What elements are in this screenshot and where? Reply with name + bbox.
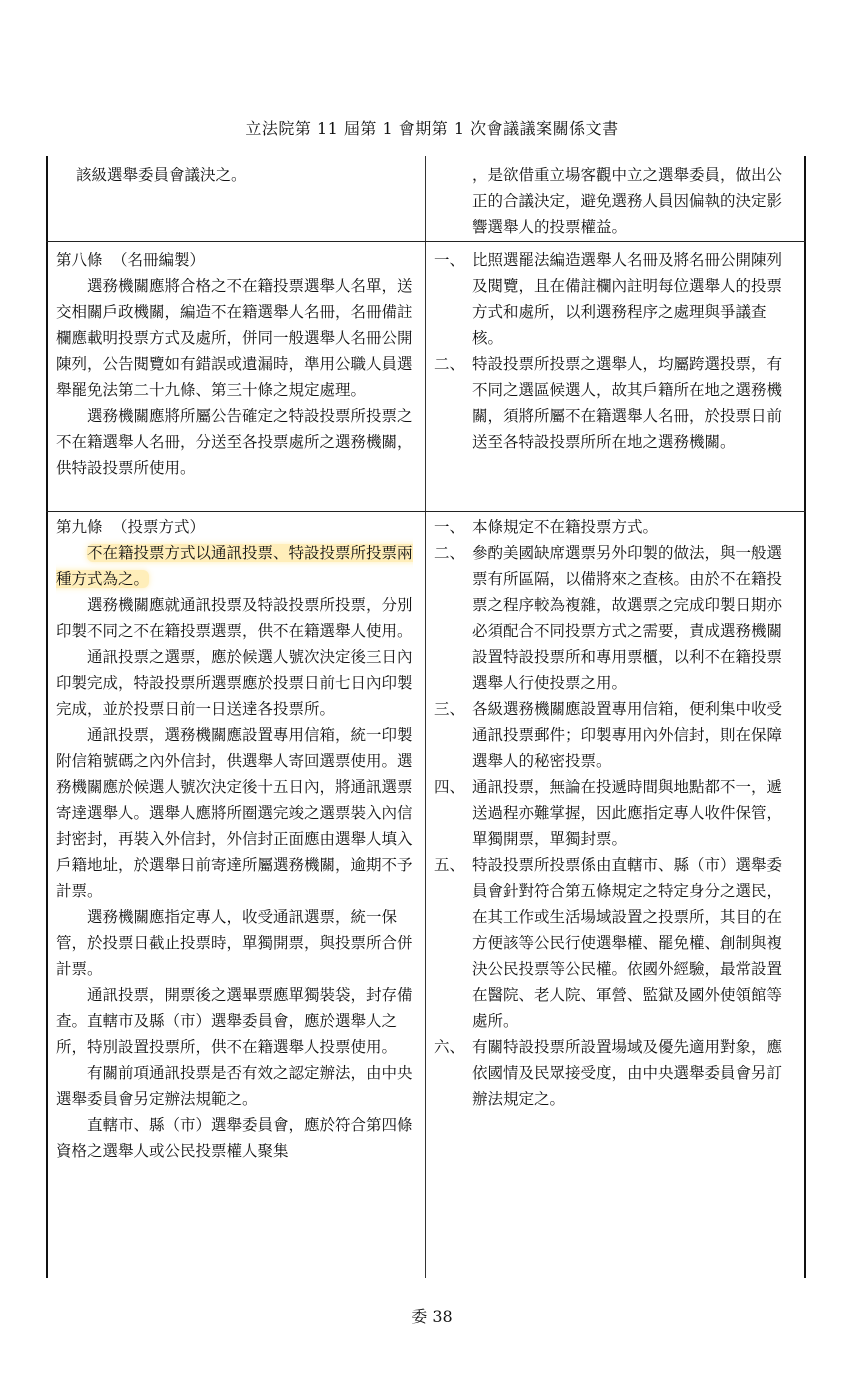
table-border-left — [46, 156, 48, 1278]
row1-right-text: ，是欲借重立場客觀中立之選舉委員，做出公正的合議決定，避免選務人員因偏執的決定影響選舉人的投票權益。 — [472, 166, 783, 236]
bill-comparison-table — [46, 156, 806, 1278]
note-mark: 二、 — [434, 355, 466, 373]
article-8-notes-cell — [434, 247, 796, 455]
article-8-paragraph-1: 選務機關應將合格之不在籍投票選舉人名單，送交相關戶政機關，編造不在籍選舉人名冊，名冊備註欄應載明投票方式及處所，併同一般選舉人名冊公開陳列，公告閱覽如有錯誤或遺漏時，準用公職人員選舉罷免法第二十九條、第三十條之規定處理。 — [56, 277, 413, 399]
article-9-paragraph-2: 選務機關應就通訊投票及特設投票所投票，分別印製不同之不在籍投票選票，供不在籍選舉人使用。 — [56, 596, 413, 640]
note-text: 有關特設投票所設置場域及優先適用對象，應依國情及民眾接受度，由中央選舉委員會另訂辦法規定之。 — [472, 1038, 783, 1108]
article-9-paragraph-highlighted — [56, 540, 418, 592]
article-9-paragraph-8: 直轄市、縣（市）選舉委員會，應於符合第四條資格之選舉人或公民投票權人聚集 — [56, 1116, 413, 1160]
row-divider-2 — [46, 511, 806, 512]
article-9-title: （投票方式） — [112, 518, 206, 536]
article-9-note-3 — [434, 696, 796, 774]
article-8-paragraph-2: 選務機關應將所屬公告確定之特設投票所投票之不在籍選舉人名冊，分送至各投票處所之選務機關，供特設投票所使用。 — [56, 407, 413, 477]
article-9-note-4 — [434, 774, 796, 852]
page-number: 委 38 — [411, 1307, 453, 1326]
note-text: 特設投票所投票係由直轄市、縣（市）選舉委員會針對符合第五條規定之特定身分之選民，在其工作或生活場域設置之投票所，其目的在方便該等公民行使選舉權、罷免權、創制與複決公民投票等公民權。依國外經驗，最常設置在醫院、老人院、軍營、監獄及國外使領館等處所。 — [472, 856, 783, 1030]
row-divider-1 — [46, 241, 806, 242]
row1-right-cell — [434, 162, 796, 240]
row1-left-cell — [56, 162, 418, 188]
article-9-paragraph-7: 有關前項通訊投票是否有效之認定辦法，由中央選舉委員會另定辦法規範之。 — [56, 1064, 413, 1108]
article-9-cell — [56, 514, 418, 1164]
note-text: 參酌美國缺席選票另外印製的做法，與一般選票有所區隔，以備將來之查核。由於不在籍投票之程序較為複雜，故選票之完成印製日期亦必須配合不同投票方式之需要，責成選務機關設置特設投票所和專用票櫃，以利不在籍投票選舉人行使投票之用。 — [472, 544, 783, 692]
article-9-note-1 — [434, 514, 796, 540]
highlighter-mark: 不在籍投票方式以通訊投票、特設投票所投票兩種方式為之。 — [56, 544, 413, 588]
article-9-paragraph-3: 通訊投票之選票，應於候選人號次決定後三日內印製完成，特設投票所選票應於投票日前七日內印製完成，並於投票日前一日送達各投票所。 — [56, 648, 413, 718]
article-8-note-1 — [434, 247, 796, 351]
article-8-note-2 — [434, 351, 796, 455]
article-9-note-5 — [434, 852, 796, 1034]
article-9-paragraph-4: 通訊投票，選務機關應設置專用信箱，統一印製附信箱號碼之內外信封，供選舉人寄回選票使用。選務機關應於候選人號次決定後十五日內，將通訊選票寄達選舉人。選舉人應將所圈選完竣之選票裝入內信封密封，再裝入外信封，外信封正面應由選舉人填入戶籍地址，於選舉日前寄達所屬選務機關，逾期不予計票。 — [56, 726, 413, 900]
note-text: 各級選務機關應設置專用信箱，便利集中收受通訊投票郵件；印製專用內外信封，則在保障選舉人的秘密投票。 — [472, 700, 783, 770]
article-9-note-6 — [434, 1034, 796, 1112]
note-text: 特設投票所投票之選舉人，均屬跨選投票，有不同之選區候選人，故其戶籍所在地之選務機關，須將所屬不在籍選舉人名冊，於投票日前送至各特設投票所所在地之選務機關。 — [472, 355, 783, 451]
article-8-title: （名冊編製） — [112, 251, 206, 269]
article-9-number: 第九條 — [56, 518, 103, 536]
table-border-right — [804, 156, 806, 1278]
article-9-note-2 — [434, 540, 796, 696]
article-9-paragraph-5: 選務機關應指定專人，收受通訊選票，統一保管，於投票日截止投票時，單獨開票，與投票所合併計票。 — [56, 908, 413, 978]
note-text: 比照選罷法編造選舉人名冊及將名冊公開陳列及閱覽，且在備註欄內註明每位選舉人的投票方式和處所，以利選務程序之處理與爭議查核。 — [472, 251, 783, 347]
row1-left-text: 該級選舉委員會議決之。 — [76, 166, 247, 184]
table-column-divider — [425, 156, 426, 1278]
article-8-cell — [56, 247, 418, 481]
article-9-heading — [56, 514, 418, 540]
note-mark: 五、 — [434, 856, 466, 874]
article-9-paragraph-6: 通訊投票，開票後之選畢票應單獨裝袋，封存備查。直轄市及縣（市）選舉委員會，應於選舉人之所，特別設置投票所，供不在籍選舉人投票使用。 — [56, 986, 413, 1056]
note-mark: 一、 — [434, 251, 466, 269]
article-8-number: 第八條 — [56, 251, 103, 269]
note-mark: 四、 — [434, 778, 466, 796]
note-mark: 三、 — [434, 700, 466, 718]
article-8-heading — [56, 247, 418, 273]
note-text: 本條規定不在籍投票方式。 — [472, 518, 659, 536]
note-mark: 六、 — [434, 1038, 466, 1056]
note-text: 通訊投票，無論在投遞時間與地點都不一，遞送過程亦難掌握，因此應指定專人收件保管，單獨開票，單獨封票。 — [472, 778, 783, 848]
note-mark: 一、 — [434, 518, 466, 536]
note-mark: 二、 — [434, 544, 466, 562]
page-header: 立法院第 11 屆第 1 會期第 1 次會議議案關係文書 — [245, 119, 619, 138]
article-9-notes-cell — [434, 514, 796, 1112]
